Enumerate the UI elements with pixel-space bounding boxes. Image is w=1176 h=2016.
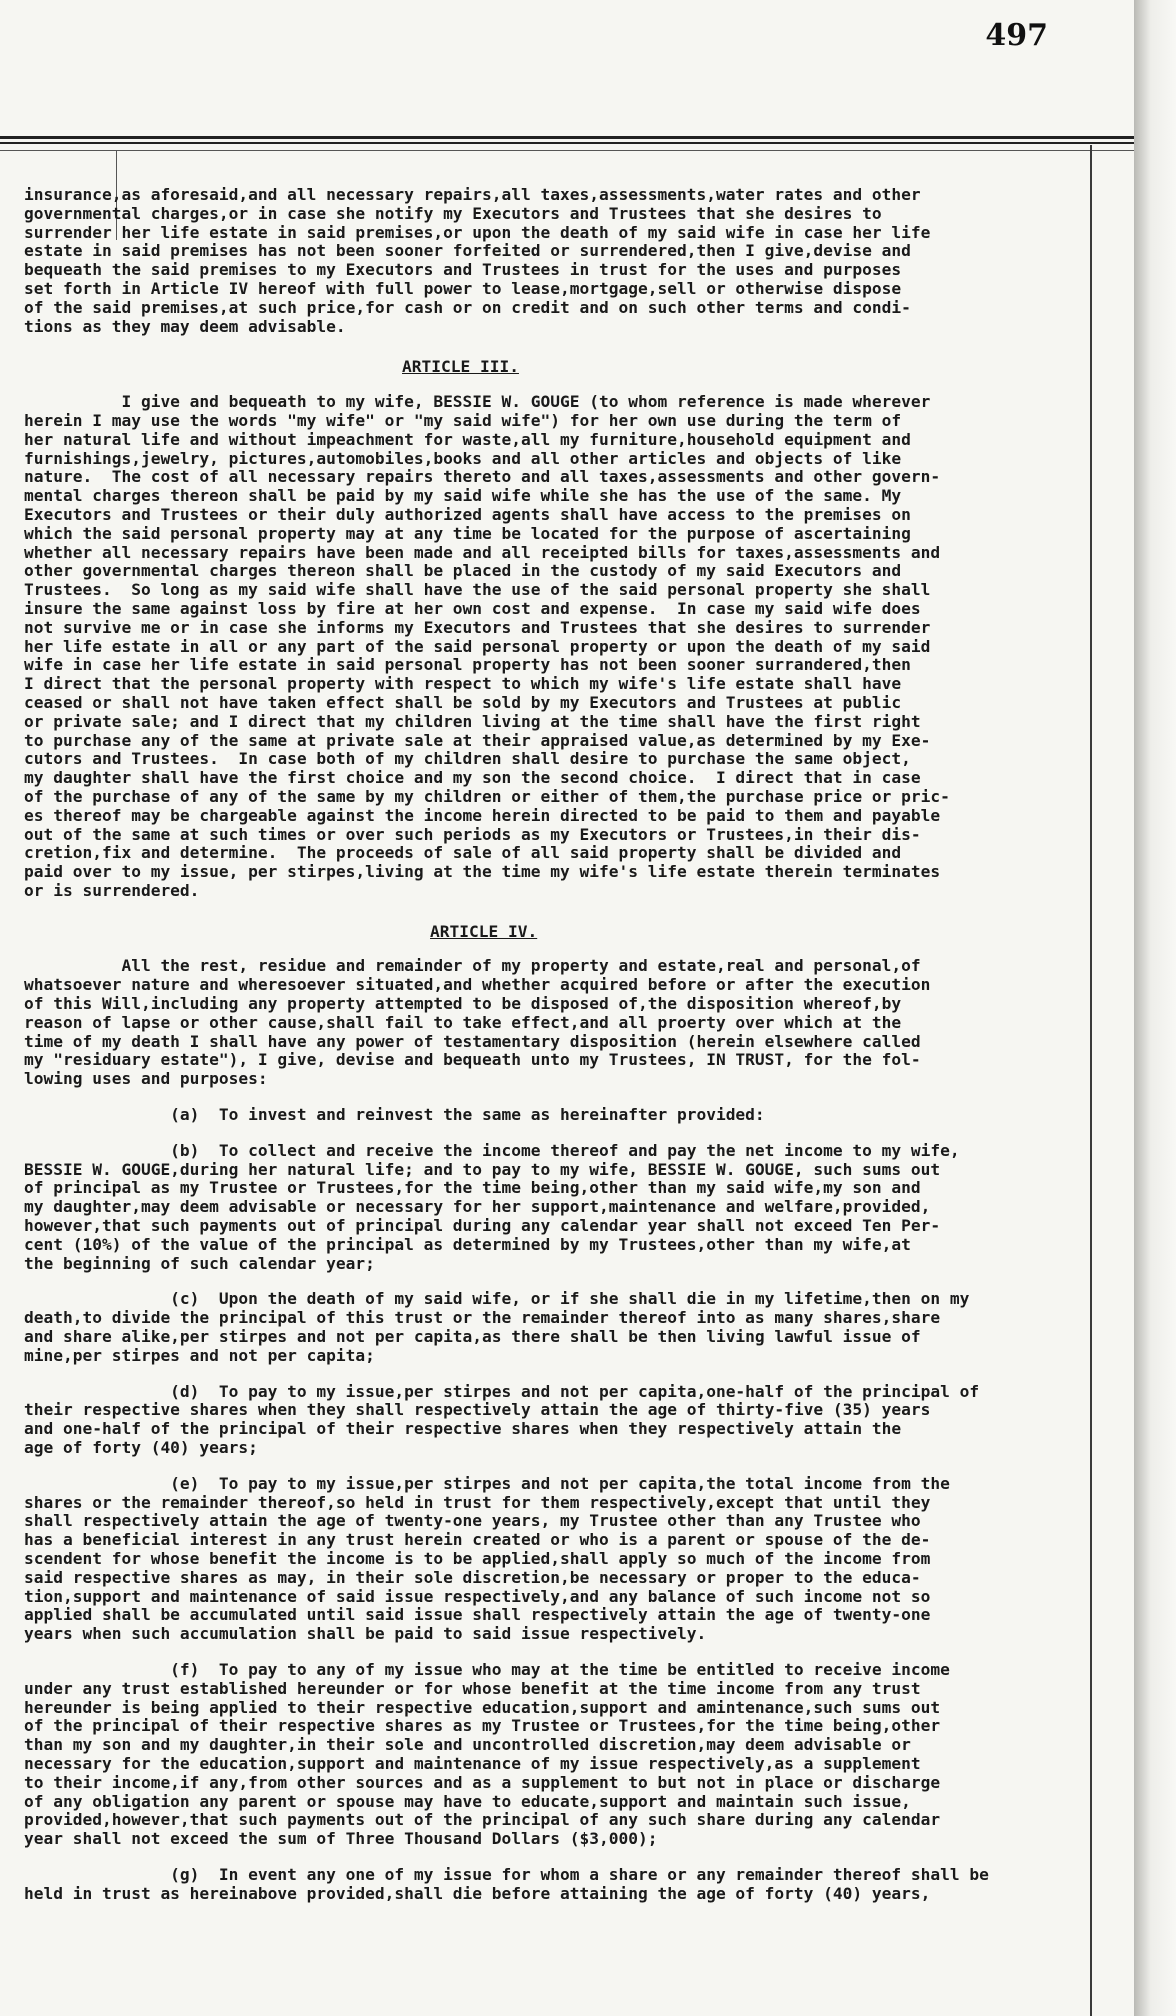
clause-f: (f) To pay to any of my issue who may at the time be entitled to receive income under any trust established hereunder or for whose benefit at the time income from any trust hereunder is being applied to their respective education,support and amintenance,such sums out of the principal of their respective shares as my Trustee or Trustees,for the time being,other than my son and my daughter,in their sole and uncontrolled discretion,may deem advisable or necessary for the education,support and maintenance of my issue respectively,as a supplement to their income,if any,from other sources and as a supplement to but not in place or discharge of any obligation any parent or spouse may have to educate,support and maintain such issue, provided,however,that such payments out of the principal of any such share during any calendar year shall not exceed the sum of Three Thousand Dollars ($3,000); bbox=[24, 1659, 950, 1849]
paragraph-article-3: I give and bequeath to my wife, BESSIE W. GOUGE (to whom reference is made wherever herein I may use the words "my wife" or "my said wife") for her own use during the term of her natural life and without impeachment for waste,all my furniture,household equipment and furnishings,jewelry, pictures,automobiles,books and all other articles and objects of like nature. The cost of all necessary repairs thereto and all taxes,assessments and other govern- mental charges thereon shall be paid by my said wife while she has the use of the same. My Executors and Trustees or their duly authorized agents shall have access to the premises on which the said personal property may at any time be located for the purpose of ascertaining whether all necessary repairs have been made and all receipted bills for taxes,assessments and other governmental charges thereon shall be placed in the custody of my said Executors and Trustees. So long as my said wife shall have the use of the said personal property she shall insure the same against loss by fire at her own cost and expense. In case my said wife does not survive me or in case she informs my Executors and Trustees that she desires to surrender her life estate in all or any part of the said personal property or upon the death of my said wife in case her life estate in said personal property has not been sooner surrandered,then I direct that the personal property with respect to which my wife's life estate shall have ceased or shall not have taken effect shall be sold by my Executors and Trustees at public or private sale; and I direct that my children living at the time shall have the first right to purchase any of the same at private sale at their appraised value,as determined by my Exe- cutors and Trustees. In case both of my children shall desire to purchase the same object, my daughter shall have the first choice and my son the second choice. I direct that in case of the purchase of any of the same by my children or either of them,the purchase price or pric- es thereof may be chargeable against the income herein directed to be paid to them and payable out of the same at such times or over such periods as my Executors or Trustees,in their dis- cretion,fix and determine. The proceeds of sale of all said property shall be divided and paid over to my issue, per stirpes,living at the time my wife's life estate therein terminates or is surrendered. bbox=[24, 392, 950, 900]
clause-b: (b) To collect and receive the income thereof and pay the net income to my wife, BESSIE W. GOUGE,during her natural life; and to pay to my wife, BESSIE W. GOUGE, such sums out of principal as my Trustee or Trustees,for the time being,other than my said wife,my son and my daughter,may deem advisable or necessary for her support,maintenance and welfare,provided, however,that such payments out of principal during any calendar year shall not exceed Ten Per- cent (10%) of the value of the principal as determined by my Trustees,other than my wife,at the beginning of such calendar year; bbox=[24, 1140, 960, 1273]
page-number: 497 bbox=[985, 18, 1048, 53]
document-text bbox=[24, 186, 1116, 1904]
article-4-heading: ARTICLE IV. bbox=[430, 921, 538, 941]
clause-c: (c) Upon the death of my said wife, or if she shall die in my lifetime,then on my death,to divide the principal of this trust or the remainder thereof into as many shares,share and share alike,per stirpes and not per capita,as there shall be then living lawful issue of mine,per stirpes and not per capita; bbox=[24, 1289, 970, 1365]
article-3-heading: ARTICLE III. bbox=[402, 357, 519, 377]
clause-a: (a) To invest and reinvest the same as hereinafter provided: bbox=[24, 1105, 765, 1125]
clause-g: (g) In event any one of my issue for whom a share or any remainder thereof shall be held in trust as hereinabove provided,shall die before attaining the age of forty (40) years, bbox=[24, 1864, 989, 1903]
paragraph-article-4: All the rest, residue and remainder of my property and estate,real and personal,of whatsoever nature and wheresoever situated,and whether acquired before or after the execution of this Will,including any property attempted to be disposed of,the disposition whereof,by reason of lapse or other cause,shall fail to take effect,and all proerty over which at the time of my death I shall have any power of testamentary disposition (herein elsewhere called my "residuary estate"), I give, devise and bequeath unto my Trustees, IN TRUST, for the fol- lowing uses and purposes: bbox=[24, 956, 931, 1089]
header-rule bbox=[0, 142, 1134, 144]
paragraph-intro: insurance,as aforesaid,and all necessary repairs,all taxes,assessments,water rates and other governmental charges,or in case she notify my Executors and Trustees that she desires to surrender her life estate in said premises,or upon the death of my said wife in case her life estate in said premises has not been sooner forfeited or surrendered,then I give,devise and bequeath the said premises to my Executors and Trustees in trust for the uses and purposes set forth in Article IV hereof with full power to lease,mortgage,sell or otherwise dispose of the said premises,at such price,for cash or on credit and on such other terms and condi- tions as they may deem advisable. bbox=[24, 185, 931, 336]
clause-e: (e) To pay to my issue,per stirpes and not per capita,the total income from the shares or the remainder thereof,so held in trust for them respectively,except that until they shall respectively attain the age of twenty-one years, my Trustee other than any Trustee who has a beneficial interest in any trust herein created or who is a parent or spouse of the de- scendent for whose benefit the income is to be applied,shall apply so much of the income from said respective shares as may, in their sole discretion,be necessary or proper to the educa- tion,support and maintenance of said issue respectively,and any balance of such income not so applied shall be accumulated until said issue shall respectively attain the age of twenty-one years when such accumulation shall be paid to said issue respectively. bbox=[24, 1473, 950, 1644]
header-rule bbox=[0, 150, 1134, 151]
clause-d: (d) To pay to my issue,per stirpes and not per capita,one-half of the principal of their respective shares when they shall respectively attain the age of thirty-five (35) years and one-half of the principal of their respective shares when they respectively attain the age of forty (40) years; bbox=[24, 1381, 980, 1458]
header-rule bbox=[0, 136, 1134, 139]
page-edge bbox=[1134, 0, 1176, 2016]
